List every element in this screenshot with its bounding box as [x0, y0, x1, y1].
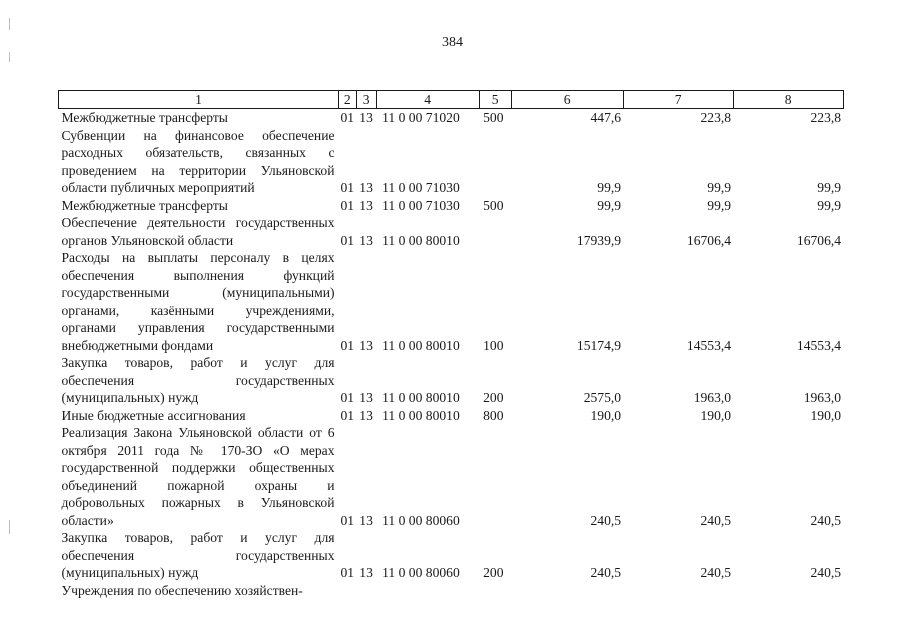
row-target-code: 11 0 00 80010	[382, 390, 460, 405]
row-amount-col7: 240,5	[700, 565, 732, 580]
row-section: 01	[340, 565, 355, 580]
row-amount-col8: 240,5	[810, 512, 842, 528]
row-amount-col7: 99,9	[707, 180, 732, 195]
row-subsection: 13	[359, 110, 373, 125]
row-subsection	[356, 582, 376, 600]
row-section	[339, 582, 357, 600]
row-subsection: 13	[359, 407, 373, 423]
row-amount-col6: 240,5	[590, 512, 622, 528]
row-amount-col6: 240,5	[590, 565, 622, 580]
row-amount-col6: 17939,9	[576, 232, 622, 248]
table-row	[59, 109, 844, 127]
header-col-1: 1	[59, 91, 339, 109]
row-amount-col6: 447,6	[590, 110, 622, 125]
scan-mark	[9, 52, 10, 62]
header-col-6: 6	[511, 91, 623, 109]
row-amount-col7: 1963,0	[693, 390, 732, 405]
row-amount-col7: 223,8	[700, 110, 732, 125]
row-name: Закупка товаров, работ и услуг для обеспечения государственных (муниципальных) нужд	[61, 530, 335, 580]
row-expense-type	[479, 582, 511, 600]
row-amount-col6: 190,0	[590, 407, 622, 423]
row-section: 01	[340, 232, 355, 248]
table-row	[59, 197, 844, 215]
row-target-code: 11 0 00 80060	[382, 565, 460, 580]
page-number: 384	[442, 35, 463, 50]
row-amount-col7: 99,9	[707, 197, 732, 213]
row-amount-col8: 99,9	[817, 197, 842, 213]
row-amount-col7	[623, 582, 733, 600]
scan-mark	[9, 18, 10, 30]
table-header	[59, 91, 844, 109]
row-amount-col6: 99,9	[597, 197, 622, 213]
row-name: Межбюджетные трансферты	[61, 197, 228, 213]
table-row	[59, 214, 844, 249]
row-expense-type	[479, 127, 511, 197]
row-amount-col7: 14553,4	[686, 337, 732, 353]
row-expense-type: 500	[483, 197, 504, 213]
row-section: 01	[340, 407, 355, 423]
row-name: Обеспечение деятельности государственных органов Ульяновской области	[61, 215, 335, 248]
table-row	[59, 529, 844, 582]
header-col-5: 5	[479, 91, 511, 109]
row-expense-type: 500	[483, 110, 504, 125]
row-amount-col8	[733, 582, 843, 600]
row-subsection: 13	[359, 337, 373, 353]
row-amount-col8: 14553,4	[796, 337, 842, 353]
row-target-code: 11 0 00 80060	[382, 512, 460, 528]
row-expense-type: 800	[483, 407, 504, 423]
row-subsection: 13	[359, 390, 373, 405]
row-section: 01	[340, 180, 355, 195]
row-name: Иные бюджетные ассигнования	[61, 407, 246, 423]
row-amount-col8: 99,9	[817, 180, 842, 195]
row-amount-col6: 2575,0	[583, 390, 622, 405]
header-col-3: 3	[356, 91, 376, 109]
row-expense-type: 200	[483, 390, 504, 405]
row-expense-type	[479, 424, 511, 529]
table-body	[59, 109, 844, 600]
row-amount-col6: 99,9	[597, 180, 622, 195]
row-section: 01	[340, 197, 355, 213]
row-amount-col6	[511, 582, 623, 600]
row-name: Учреждения по обеспечению хозяйствен-	[61, 582, 303, 598]
row-subsection: 13	[359, 565, 373, 580]
row-name: Закупка товаров, работ и услуг для обеспечения государственных (муниципальных) нужд	[61, 355, 335, 405]
header-row	[59, 91, 844, 109]
row-expense-type: 200	[483, 565, 504, 580]
header-col-4: 4	[376, 91, 479, 109]
row-subsection: 13	[359, 197, 373, 213]
row-name: Расходы на выплаты персоналу в целях обеспечения выполнения функций государственными (муниципальными) органами, казёнными учреждениями, органами управления государственными внебюджетными фондами	[61, 250, 335, 353]
row-section: 01	[340, 110, 355, 125]
budget-table	[58, 90, 844, 599]
row-subsection: 13	[359, 512, 373, 528]
row-name: Межбюджетные трансферты	[61, 110, 228, 125]
row-amount-col8: 190,0	[810, 407, 842, 423]
table-row	[59, 127, 844, 197]
row-amount-col8: 1963,0	[803, 390, 842, 405]
row-target-code: 11 0 00 80010	[382, 337, 460, 353]
row-subsection: 13	[359, 232, 373, 248]
row-amount-col8: 16706,4	[796, 232, 842, 248]
row-amount-col7: 16706,4	[686, 232, 732, 248]
scan-mark	[9, 520, 10, 534]
row-amount-col8: 223,8	[810, 110, 842, 125]
row-section: 01	[340, 390, 355, 405]
row-amount-col8: 240,5	[810, 565, 842, 580]
table-row	[59, 354, 844, 407]
row-subsection: 13	[359, 180, 373, 195]
row-section: 01	[340, 512, 355, 528]
table-row	[59, 249, 844, 354]
row-amount-col7: 190,0	[700, 407, 732, 423]
row-target-code: 11 0 00 71030	[382, 180, 460, 195]
row-expense-type: 100	[483, 337, 504, 353]
row-name: Субвенции на финансовое обеспечение расходных обязательств, связанных с проведением на территории Ульяновской области публичных мероприятий	[61, 127, 335, 195]
row-target-code	[376, 582, 479, 600]
header-col-7: 7	[623, 91, 733, 109]
row-target-code: 11 0 00 80010	[382, 407, 460, 423]
row-name: Реализация Закона Ульяновской области от 6 октября 2011 года № 170-ЗО «О мерах государственной поддержки общественных объединений пожарной охраны и добровольных пожарных в Ульяновской области»	[61, 425, 335, 528]
row-amount-col7: 240,5	[700, 512, 732, 528]
header-col-8: 8	[733, 91, 843, 109]
table-row	[59, 582, 844, 600]
table-row	[59, 424, 844, 529]
row-expense-type	[479, 214, 511, 249]
row-target-code: 11 0 00 80010	[382, 232, 460, 248]
table-row	[59, 407, 844, 425]
header-col-2: 2	[339, 91, 357, 109]
row-target-code: 11 0 00 71030	[382, 197, 460, 213]
row-section: 01	[340, 337, 355, 353]
row-target-code: 11 0 00 71020	[382, 110, 460, 125]
row-amount-col6: 15174,9	[576, 337, 622, 353]
